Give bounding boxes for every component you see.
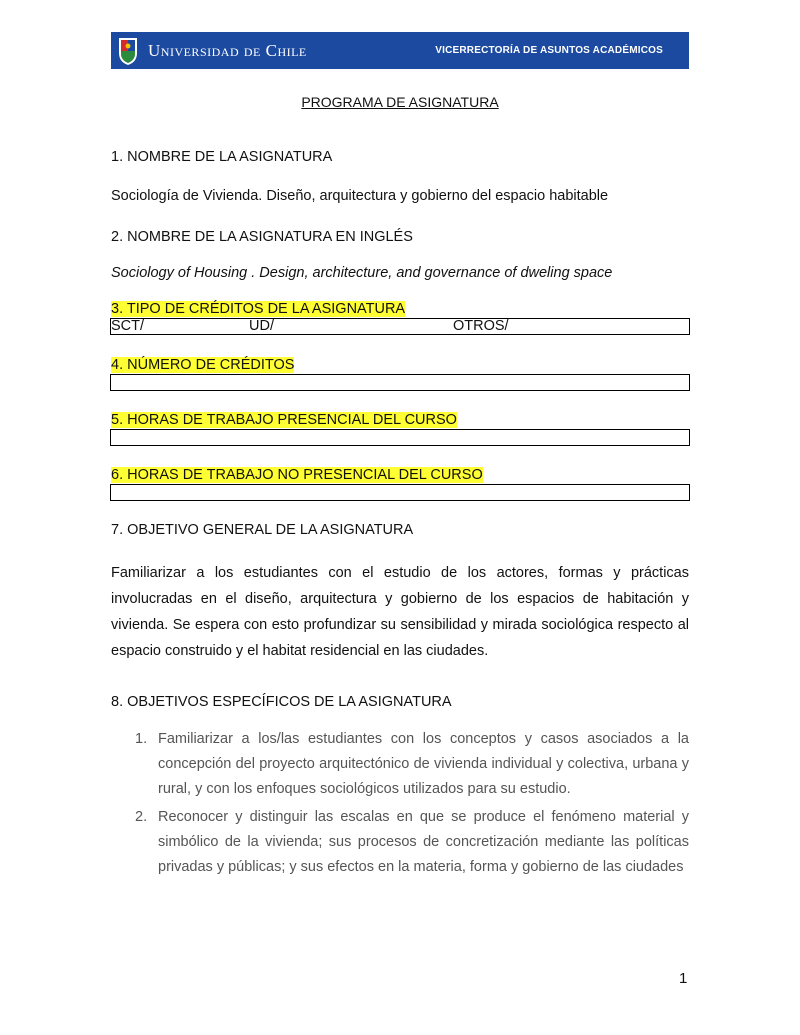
otros-label: OTROS/ (453, 318, 509, 334)
list-item-number: 2. (135, 809, 148, 825)
section-2-heading: 2. NOMBRE DE LA ASIGNATURA EN INGLÉS (111, 229, 413, 245)
university-crest-icon (117, 36, 139, 66)
section-1-heading: 1. NOMBRE DE LA ASIGNATURA (111, 149, 333, 165)
page-number: 1 (679, 970, 688, 987)
header-banner (111, 32, 689, 69)
specific-objectives-list (111, 727, 689, 880)
presential-hours-box (110, 429, 690, 446)
credits-number-box (110, 374, 690, 391)
document-title: PROGRAMA DE ASIGNATURA (301, 94, 499, 110)
list-item-text: Familiarizar a los/las estudiantes con los conceptos y casos asociados a la concepción del proyecto arquitectónico de vivienda individual y colectiva, urbana y rural, y con los enfoques sociológicos utilizados para su estudio. (158, 731, 689, 797)
list-item-number: 1. (135, 731, 148, 747)
vicerrectoria-label: VICERRECTORÍA DE ASUNTOS ACADÉMICOS (435, 45, 663, 56)
university-logo (117, 36, 307, 66)
course-name-english: Sociology of Housing . Design, architecture, and governance of dweling space (111, 265, 613, 281)
list-item (111, 727, 689, 802)
section-6-heading: 6. HORAS DE TRABAJO NO PRESENCIAL DEL CURSO (111, 467, 483, 483)
sct-label: SCT/ (111, 318, 145, 334)
list-item (111, 805, 689, 880)
section-3-heading: 3. TIPO DE CRÉDITOS DE LA ASIGNATURA (111, 301, 406, 317)
ud-label: UD/ (249, 318, 274, 334)
section-8-heading: 8. OBJETIVOS ESPECÍFICOS DE LA ASIGNATURA (111, 694, 452, 710)
section-7-heading: 7. OBJETIVO GENERAL DE LA ASIGNATURA (111, 522, 414, 538)
non-presential-hours-box (110, 484, 690, 501)
general-objective-text: Familiarizar a los estudiantes con el estudio de los actores, formas y prácticas involucradas en el diseño, arquitectura y gobierno de los espacios de habitación y vivienda. Se espera con esto profundizar su sensibilidad y mirada sociológica respecto al espacio construido y el habitat residencial en las ciudades. (111, 565, 689, 659)
credit-type-box (110, 318, 690, 335)
section-5-heading: 5. HORAS DE TRABAJO PRESENCIAL DEL CURSO (111, 412, 457, 428)
course-name: Sociología de Vivienda. Diseño, arquitectura y gobierno del espacio habitable (111, 188, 609, 204)
university-name: Universidad de Chile (148, 40, 307, 60)
list-item-text: Reconocer y distinguir las escalas en que se produce el fenómeno material y simbólico de la vivienda; sus procesos de concretización mediante las políticas privadas y públicas; y sus efectos en la materia, forma y gobierno de las ciudades (158, 809, 689, 875)
section-4-heading: 4. NÚMERO DE CRÉDITOS (111, 357, 295, 373)
